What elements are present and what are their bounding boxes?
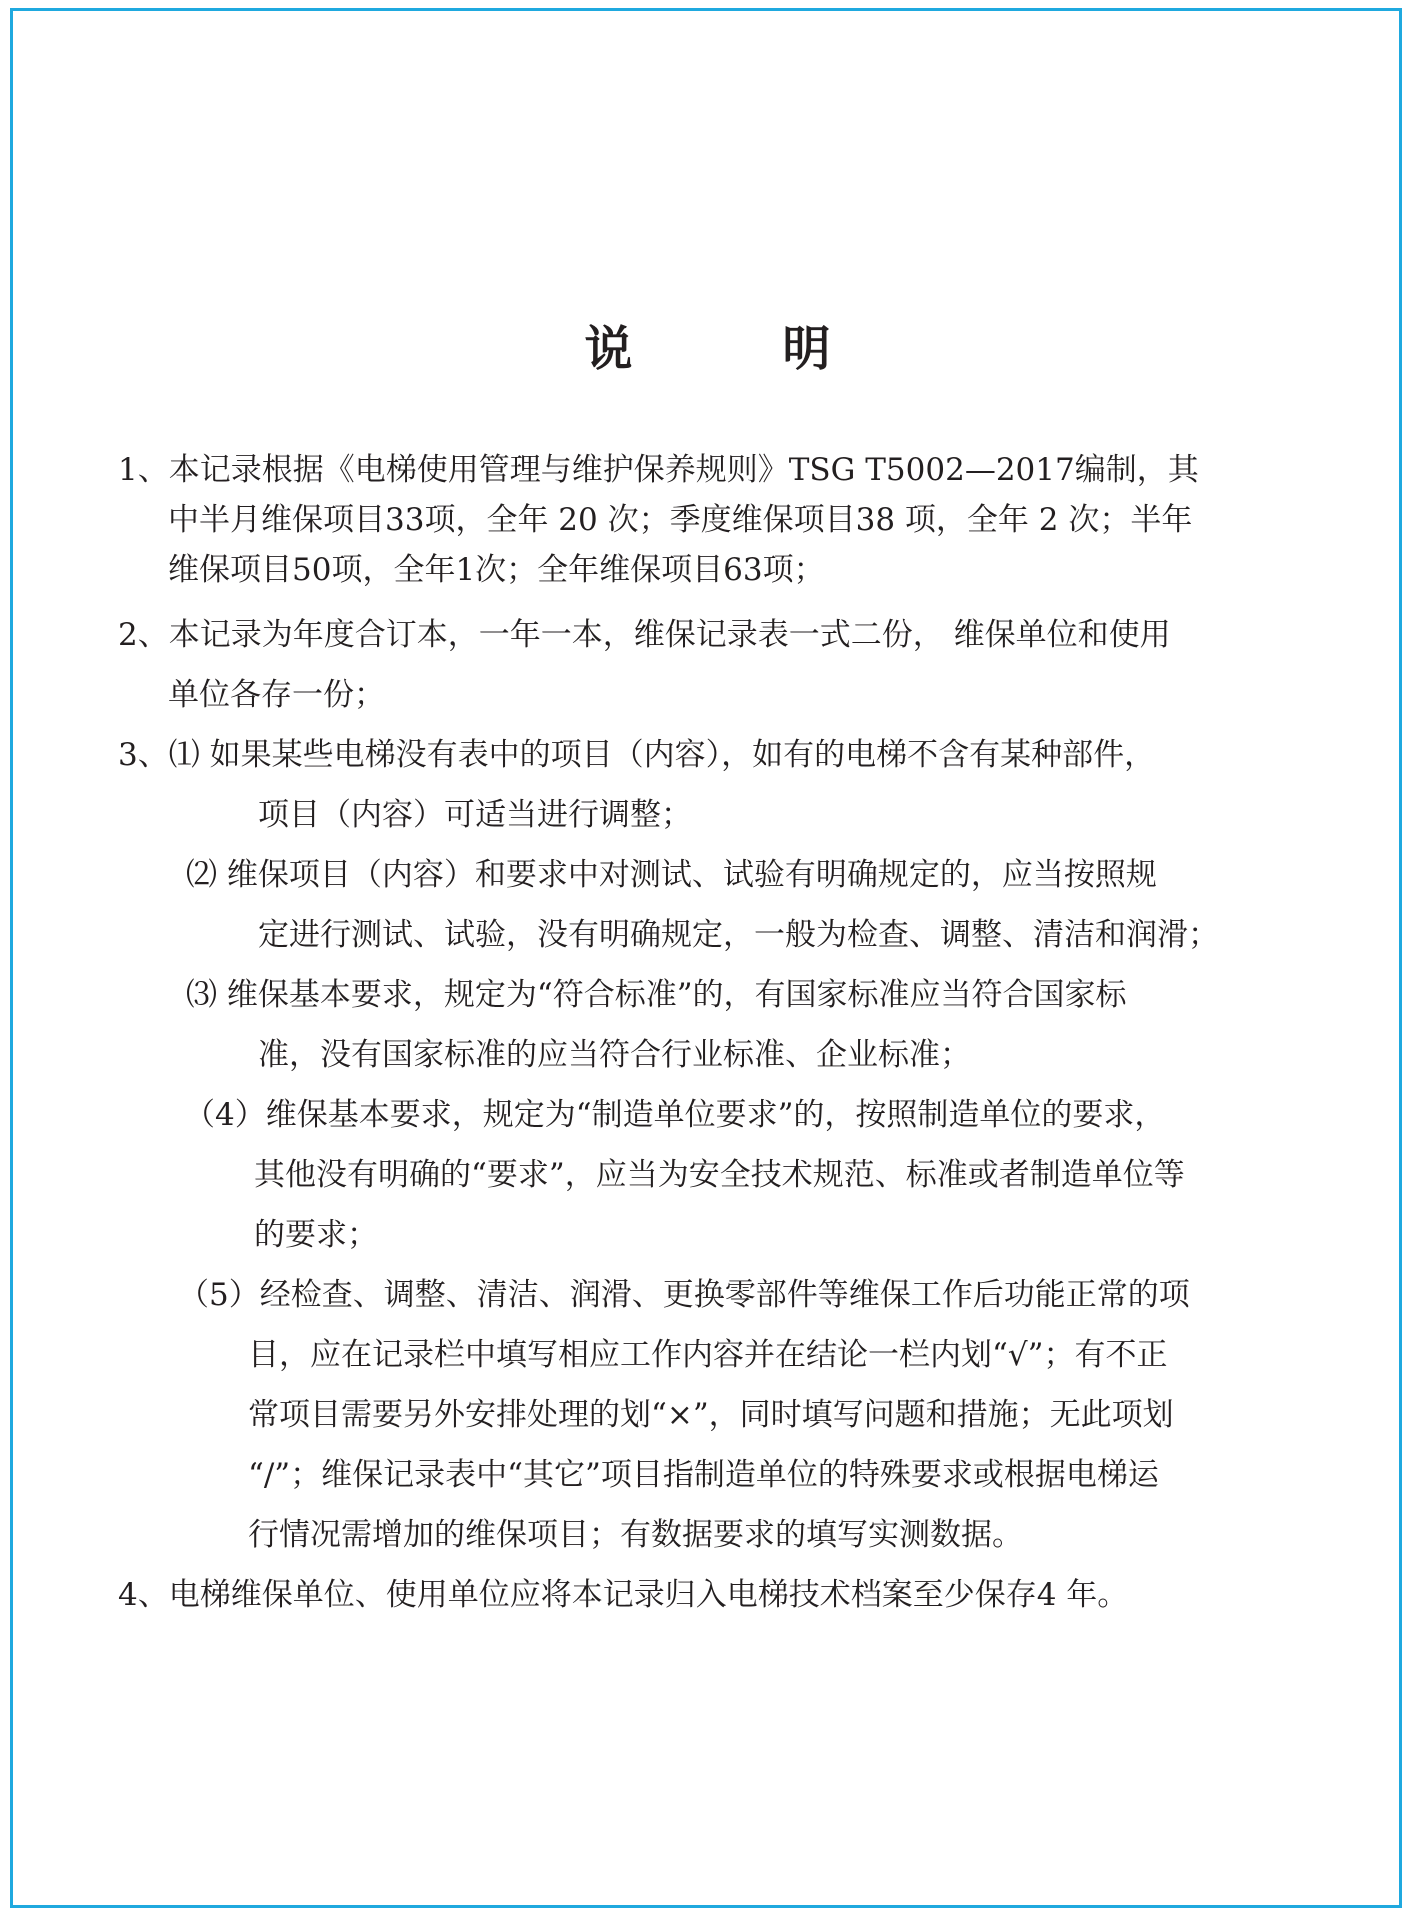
item3-sub5-line1: （5）经检查、调整、清洁、润滑、更换零部件等维保工作后功能正常的项 [178, 1277, 1190, 1313]
item3-sub4-line2: 其他没有明确的“要求”，应当为安全技术规范、标准或者制造单位等 [254, 1157, 1185, 1193]
item3-sub3-line2: 准，没有国家标准的应当符合行业标准、企业标准； [258, 1037, 971, 1073]
item3-sub1-line1: 3、⑴ 如果某些电梯没有表中的项目（内容），如有的电梯不含有某种部件， [118, 737, 1156, 773]
item1-line1: 1、本记录根据《电梯使用管理与维护保养规则》TSG T5002—2017编制，其 [118, 452, 1199, 488]
item3-sub5-line2: 目，应在记录栏中填写相应工作内容并在结论一栏内划“√”；有不正 [248, 1337, 1168, 1373]
item3-sub3-line1: ⑶ 维保基本要求，规定为“符合标准”的，有国家标准应当符合国家标 [186, 977, 1127, 1013]
item2-line2: 单位各存一份； [168, 677, 385, 713]
item1-line3: 维保项目50项，全年1次；全年维保项目63项； [168, 552, 825, 588]
page-border [10, 8, 1402, 1908]
item3-sub1-line2: 项目（内容）可适当进行调整； [258, 797, 692, 833]
item3-sub5-line4: “/”；维保记录表中“其它”项目指制造单位的特殊要求或根据电梯运 [248, 1457, 1159, 1493]
item3-sub4-line1: （4）维保基本要求，规定为“制造单位要求”的，按照制造单位的要求， [184, 1097, 1166, 1133]
item2-line1: 2、本记录为年度合订本，一年一本，维保记录表一式二份， 维保单位和使用 [118, 617, 1171, 653]
page-title [0, 310, 1415, 379]
item3-sub2-line2: 定进行测试、试验，没有明确规定，一般为检查、调整、清洁和润滑； [258, 917, 1219, 953]
title-char-right: 明 [782, 321, 831, 377]
item3-sub4-line3: 的要求； [254, 1217, 378, 1253]
item3-sub5-line5: 行情况需增加的维保项目；有数据要求的填写实测数据。 [248, 1517, 1023, 1553]
item4-line1: 4、电梯维保单位、使用单位应将本记录归入电梯技术档案至少保存4 年。 [118, 1577, 1129, 1613]
item1-line2: 中半月维保项目33项，全年 20 次；季度维保项目38 项，全年 2 次；半年 [168, 502, 1193, 538]
item3-sub2-line1: ⑵ 维保项目（内容）和要求中对测试、试验有明确规定的，应当按照规 [186, 857, 1157, 893]
item3-sub5-line3: 常项目需要另外安排处理的划“×”，同时填写问题和措施；无此项划 [248, 1397, 1174, 1433]
title-char-left: 说 [584, 321, 633, 377]
